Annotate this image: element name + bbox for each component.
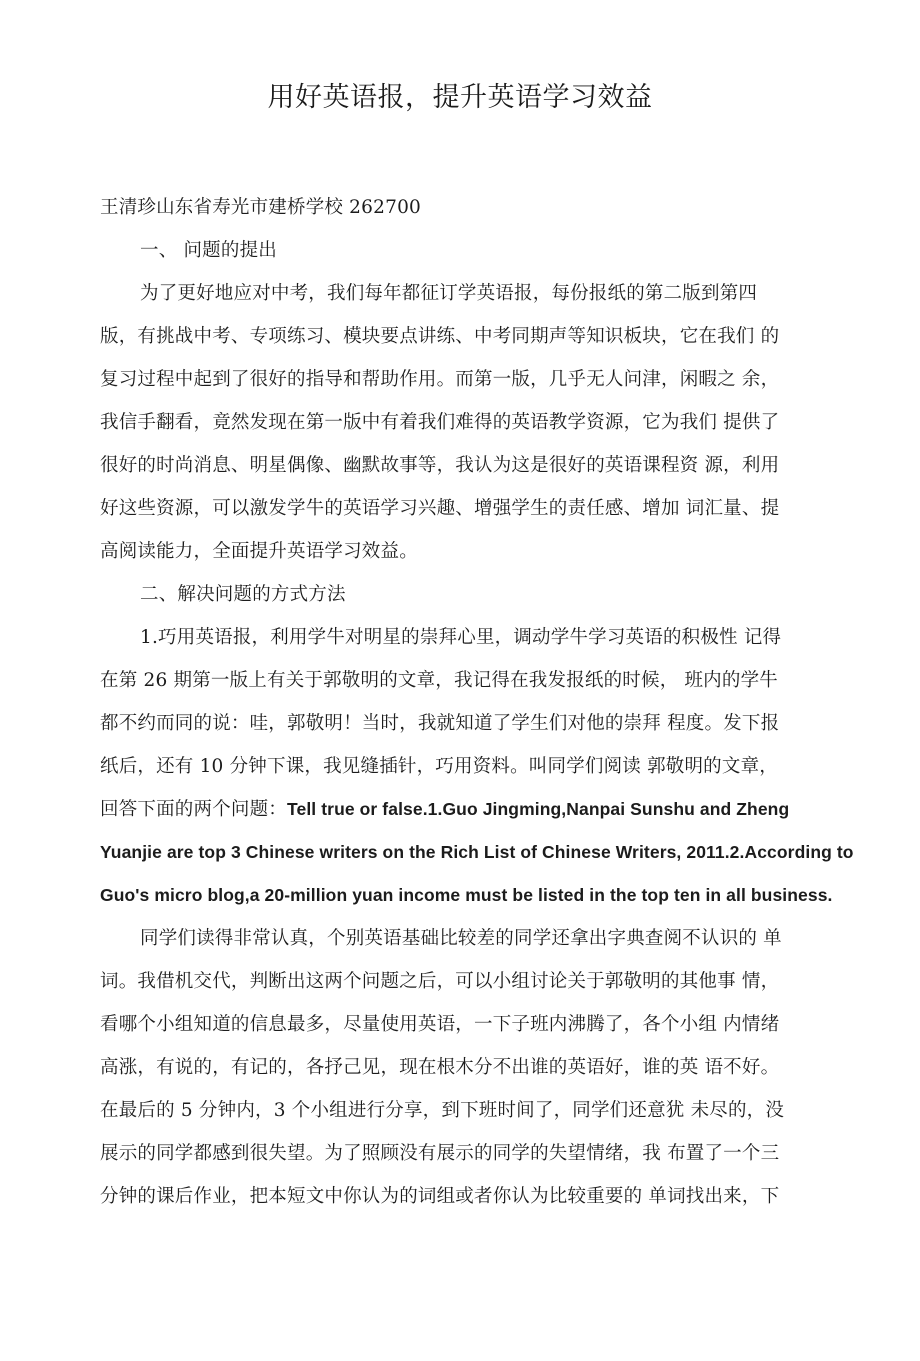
body-line-01: 为了更好地应对中考，我们每年都征订学英语报，每份报纸的第二版到第四 (140, 283, 758, 304)
body-line-13: 词。我借机交代，判断出这两个问题之后，可以小组讨论关于郭敬明的其他事 情， (100, 971, 780, 992)
body-line-15: 高涨，有说的，有记的，各抒己见，现在根木分不出谁的英语好，谁的英 语不好。 (100, 1057, 780, 1078)
question-prompt-line (100, 788, 822, 831)
body-line-06: 好这些资源，可以激发学牛的英语学习兴趣、增强学生的责任感、增加 词汇量、提 (100, 498, 780, 519)
english-line-02: Guo's micro blog,a 20-million yuan income must be listed in the top ten in all business. (100, 885, 833, 905)
body-line-02: 版，有挑战中考、专项练习、模块要点讲练、中考同期声等知识板块，它在我们 的 (100, 326, 780, 347)
author-affiliation-line: 王清珍山东省寿光市建桥学校 262700 (100, 197, 422, 218)
body-line-11: 纸后，还有 10 分钟下课，我见缝插针，巧用资料。叫同学们阅读 郭敬明的文章， (100, 756, 778, 777)
question-prompt-chinese: 回答下面的两个问题： (100, 799, 288, 820)
body-line-04: 我信手翻看，竟然发现在第一版中有着我们难得的英语教学资源，它为我们 提供了 (100, 412, 780, 433)
body-line-08: 1.巧用英语报，利用学牛对明星的崇拜心里，调动学牛学习英语的积极性 记得 (140, 627, 782, 648)
english-line-01: Yuanjie are top 3 Chinese writers on the Rich List of Chinese Writers, 2011.2.According to (100, 842, 854, 862)
page-title: 用好英语报，提升英语学习效益 (267, 82, 653, 113)
body-line-14: 看哪个小组知道的信息最多，尽量使用英语，一下子班内沸腾了，各个小组 内情绪 (100, 1014, 780, 1035)
document-body (100, 186, 854, 1218)
body-line-10: 都不约而同的说：哇，郭敬明！当时，我就知道了学生们对他的崇拜 程度。发下报 (100, 713, 780, 734)
section-heading-2: 二、解决问题的方式方法 (140, 584, 346, 605)
body-line-12: 同学们读得非常认真，个别英语基础比较差的同学还拿出字典查阅不认识的 单 (140, 928, 782, 949)
body-line-03: 复习过程中起到了很好的指导和帮助作用。而第一版，几乎无人问津，闲暇之 余， (100, 369, 780, 390)
body-line-17: 展示的同学都感到很失望。为了照顾没有展示的同学的失望情绪，我 布置了一个三 (100, 1143, 780, 1164)
body-line-07: 高阅读能力，全面提升英语学习效益。 (100, 541, 418, 562)
body-line-05: 很好的时尚消息、明星偶像、幽默故事等，我认为这是很好的英语课程资 源，利用 (100, 455, 780, 476)
body-line-16: 在最后的 5 分钟内，3 个小组进行分享，到下班时间了，同学们还意犹 未尽的，没 (100, 1100, 785, 1121)
body-line-18: 分钟的课后作业，把本短文中你认为的词组或者你认为比较重要的 单词找出来，下 (100, 1186, 780, 1207)
section-heading-1: 一、 问题的提出 (140, 240, 277, 261)
question-prompt-english: Tell true or false.1.Guo Jingming,Nanpai Sunshu and Zheng (287, 799, 790, 819)
body-line-09: 在第 26 期第一版上有关于郭敬明的文章，我记得在我发报纸的时候， 班内的学牛 (100, 670, 778, 691)
